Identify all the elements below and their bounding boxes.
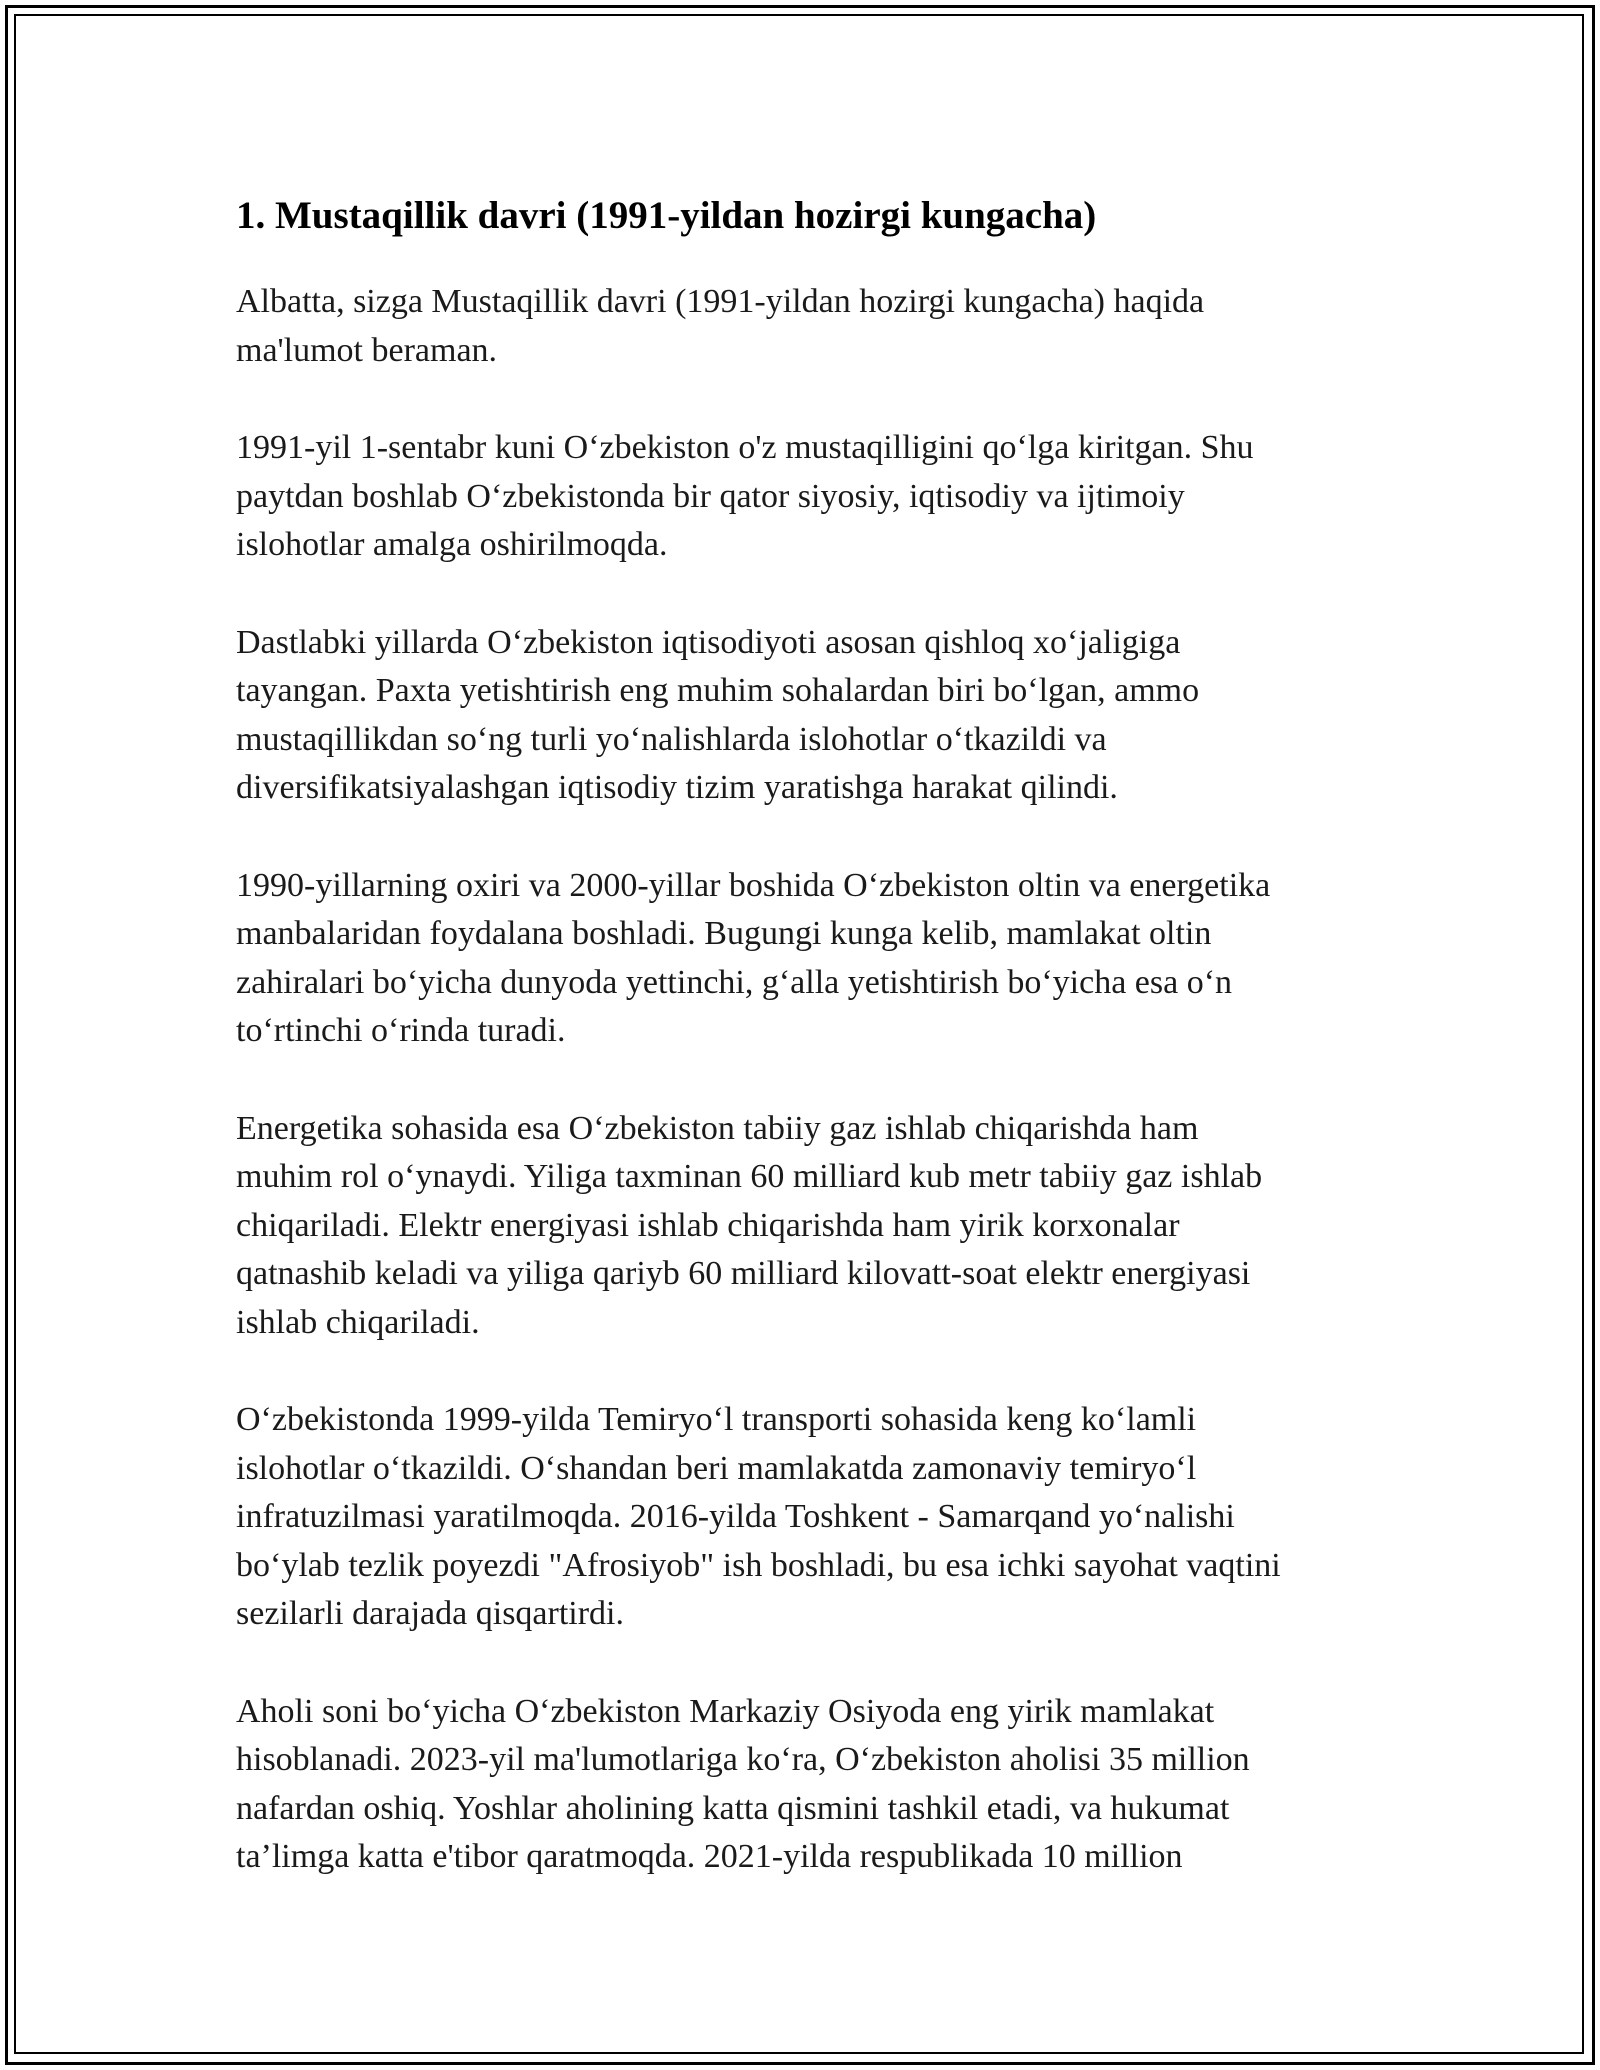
paragraph-population: Aholi soni bo‘yicha O‘zbekiston Markaziy Osiyoda eng yirik mamlakat hisoblanadi. 2023-yil ma'lumotlariga ko‘ra, O‘zbekiston aholisi 35 million nafardan oshiq. Yoshlar aholining katta qismini tashkil etadi, va hukumat ta’limga katta e'tibor qaratmoqda. 2021-yilda respublikada 10 million	[236, 1692, 1250, 1875]
paragraph-independence: 1991-yil 1-sentabr kuni O‘zbekiston o'z mustaqilligini qo‘lga kiritgan. Shu paytdan boshlab O‘zbekistonda bir qator siyosiy, iqtisodiy va ijtimoiy islohotlar amalga oshirilmoqda.	[236, 429, 1254, 563]
document-body	[236, 180, 1376, 1931]
paragraph-gold-energy: 1990-yillarning oxiri va 2000-yillar boshida O‘zbekiston oltin va energetika manbalaridan foydalana boshladi. Bugungi kunga kelib, mamlakat oltin zahiralari bo‘yicha dunyoda yettinchi, g‘alla yetishtirish bo‘yicha esa o‘n to‘rtinchi o‘rinda turadi.	[236, 866, 1271, 1049]
document-title: 1. Mustaqillik davri (1991-yildan hozirgi kungacha)	[236, 194, 1097, 237]
paragraph-energy-sector: Energetika sohasida esa O‘zbekiston tabiiy gaz ishlab chiqarishda ham muhim rol o‘ynaydi. Yiliga taxminan 60 milliard kub metr tabiiy gaz ishlab chiqariladi. Elektr energiyasi ishlab chiqarishda ham yirik korxonalar qatnashib keladi va yiliga qariyb 60 milliard kilovatt-soat elektr energiyasi ishlab chiqariladi.	[236, 1109, 1263, 1341]
paragraph-railway: O‘zbekistonda 1999-yilda Temiryo‘l transporti sohasida keng ko‘lamli islohotlar o‘tkazildi. O‘shandan beri mamlakatda zamonaviy temiryo‘l infratuzilmasi yaratilmoqda. 2016-yilda Toshkent - Samarqand yo‘nalishi bo‘ylab tezlik poyezdi "Afrosiyob" ish boshladi, bu esa ichki sayohat vaqtini sezilarli darajada qisqartirdi.	[236, 1401, 1281, 1632]
paragraph-agriculture: Dastlabki yillarda O‘zbekiston iqtisodiyoti asosan qishloq xo‘jaligiga tayangan. Paxta yetishtirish eng muhim sohalardan biri bo‘lgan, ammo mustaqillikdan so‘ng turli yo‘nalishlarda islohotlar o‘tkazildi va diversifikatsiyalashgan iqtisodiy tizim yaratishga harakat qilindi.	[236, 623, 1200, 806]
paragraph-intro: Albatta, sizga Mustaqillik davri (1991-yildan hozirgi kungacha) haqida ma'lumot beraman.	[236, 283, 1205, 369]
